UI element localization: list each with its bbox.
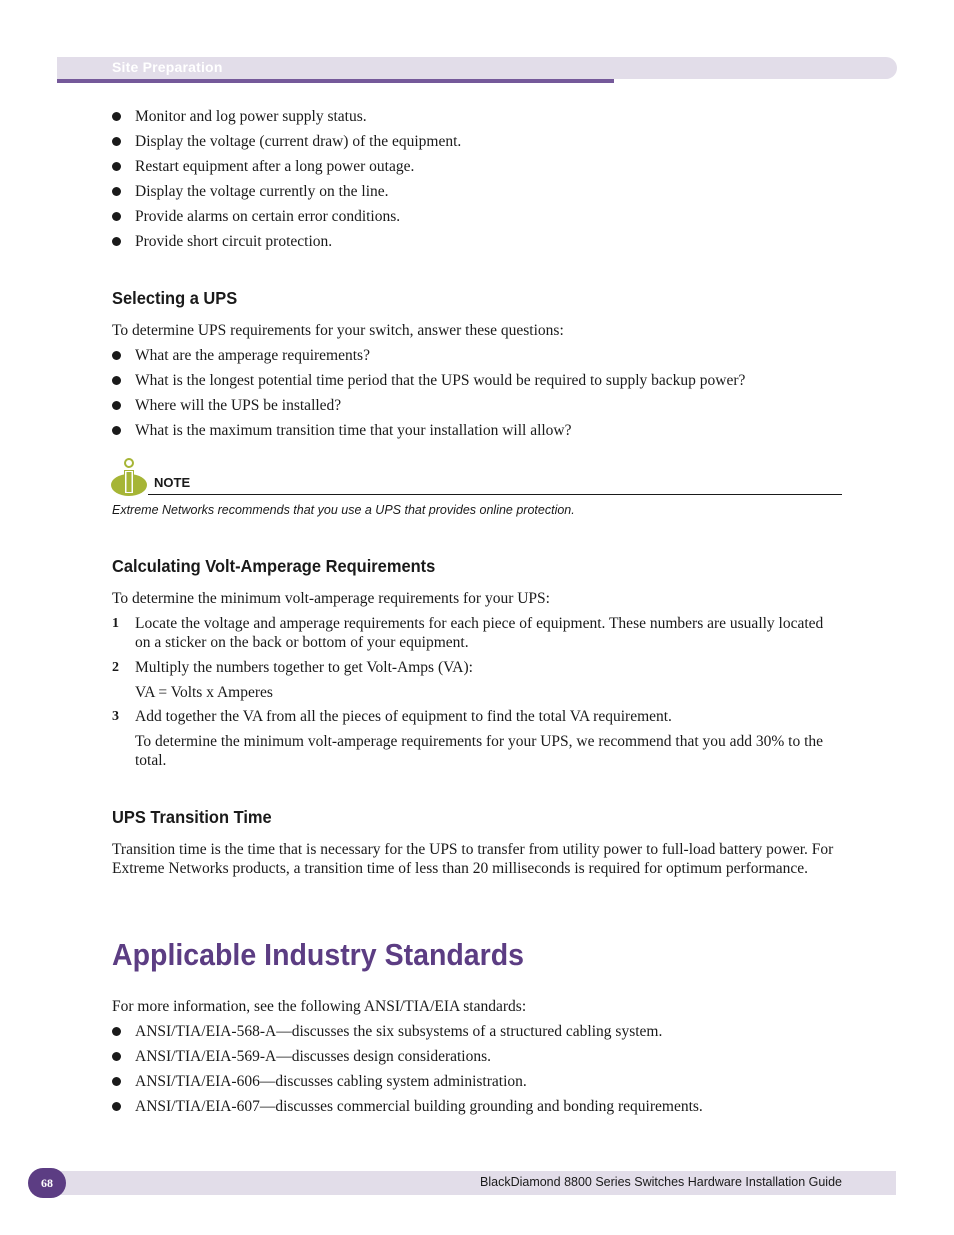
recommendation: To determine the minimum volt-amperage requirements for your UPS, we recommend that you add 30% to the total.	[135, 733, 824, 769]
list-item: Monitor and log power supply status.	[112, 107, 461, 132]
section-title: Site Preparation	[112, 59, 223, 75]
standards-heading: Applicable Industry Standards	[112, 937, 525, 972]
step-1	[112, 614, 842, 652]
calculating-intro: To determine the minimum volt-amperage requirements for your UPS:	[112, 590, 550, 607]
list-item: Provide alarms on certain error conditions.	[112, 207, 461, 232]
standards-list	[112, 1022, 703, 1122]
step-text: Multiply the numbers together to get Volt-Amps (VA):	[135, 659, 473, 676]
transition-heading: UPS Transition Time	[112, 807, 272, 827]
selecting-ups-heading: Selecting a UPS	[112, 288, 238, 308]
list-item: What is the maximum transition time that your installation will allow?	[112, 421, 745, 446]
note-text: Extreme Networks recommends that you use a UPS that provides online protection.	[112, 503, 575, 517]
ups-capability-list	[112, 107, 461, 257]
ups-question-list	[112, 346, 745, 446]
step-text: Locate the voltage and amperage requirements for each piece of equipment. These numbers are usually located on a sticker on the back or bottom of your equipment.	[135, 615, 824, 651]
calculating-heading: Calculating Volt-Amperage Requirements	[112, 556, 436, 576]
formula: VA = Volts x Amperes	[135, 684, 273, 701]
list-item: Display the voltage currently on the line.	[112, 182, 461, 207]
step-2	[112, 658, 842, 677]
list-item: ANSI/TIA/EIA-568-A—discusses the six subsystems of a structured cabling system.	[112, 1022, 703, 1047]
page-number: 68	[28, 1168, 66, 1198]
step-3	[112, 707, 842, 726]
header-rule	[57, 79, 614, 83]
standards-intro: For more information, see the following ANSI/TIA/EIA standards:	[112, 998, 527, 1015]
step-number: 3	[112, 709, 119, 724]
step-number: 1	[112, 616, 119, 631]
list-item: ANSI/TIA/EIA-607—discusses commercial building grounding and bonding requirements.	[112, 1097, 703, 1122]
list-item: What is the longest potential time period that the UPS would be required to supply backup power?	[112, 371, 745, 396]
list-item: What are the amperage requirements?	[112, 346, 745, 371]
step-number: 2	[112, 660, 119, 675]
transition-text: Transition time is the time that is necessary for the UPS to transfer from utility power to full-load battery power. For Extreme Networks products, a transition time of less than 20 milliseconds is required for optimum performance.	[112, 841, 834, 877]
info-icon	[110, 458, 148, 498]
list-item: ANSI/TIA/EIA-606—discusses cabling system administration.	[112, 1072, 703, 1097]
list-item: Display the voltage (current draw) of the equipment.	[112, 132, 461, 157]
list-item: Where will the UPS be installed?	[112, 396, 745, 421]
list-item: ANSI/TIA/EIA-569-A—discusses design considerations.	[112, 1047, 703, 1072]
note-label: NOTE	[154, 475, 191, 490]
list-item: Provide short circuit protection.	[112, 232, 461, 257]
step-text: Add together the VA from all the pieces of equipment to find the total VA requirement.	[135, 708, 672, 725]
list-item: Restart equipment after a long power outage.	[112, 157, 461, 182]
note-rule	[148, 494, 842, 495]
document-title: BlackDiamond 8800 Series Switches Hardware Installation Guide	[480, 1175, 842, 1189]
selecting-ups-intro: To determine UPS requirements for your switch, answer these questions:	[112, 322, 564, 339]
